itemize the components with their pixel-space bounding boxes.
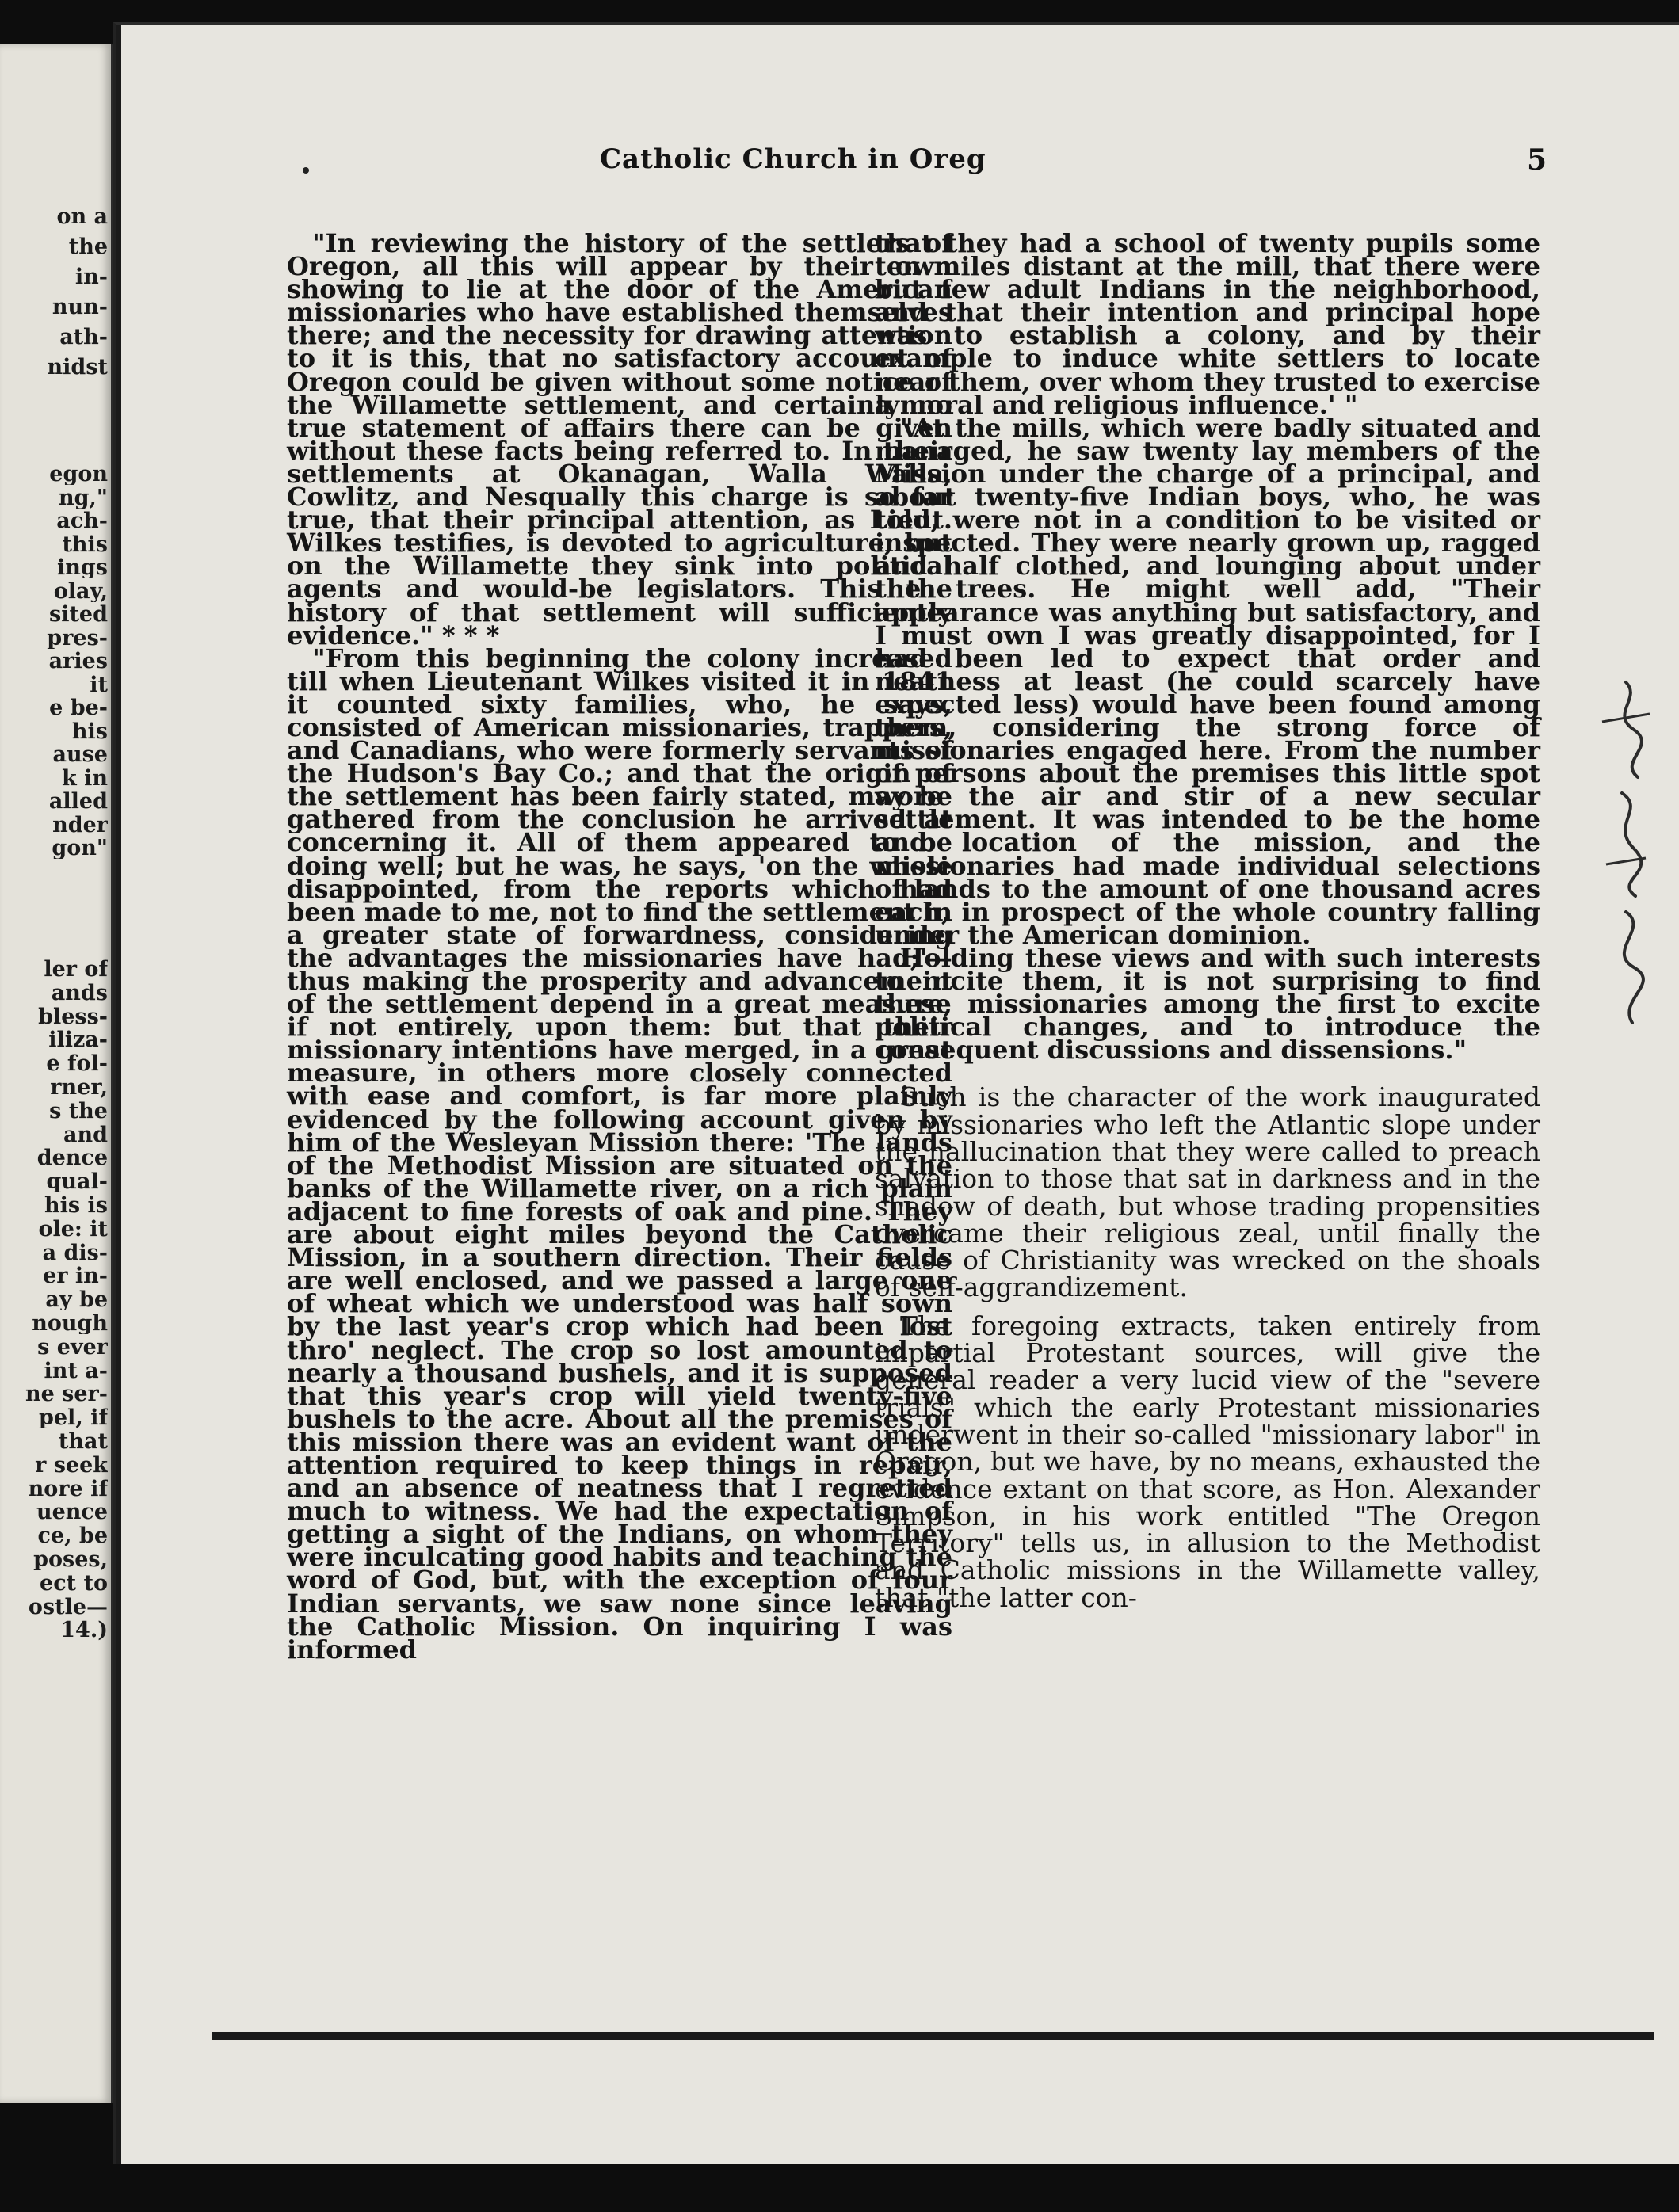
left-strip-fragment: s the xyxy=(49,1100,108,1122)
left-strip-fragment: rner, xyxy=(50,1077,108,1098)
left-strip-fragment: the xyxy=(68,236,108,257)
left-strip-fragment: e be- xyxy=(49,697,108,719)
left-strip-fragment: in- xyxy=(74,266,108,288)
left-strip-fragment: ings xyxy=(57,557,108,578)
left-strip-fragment: ay be xyxy=(45,1289,108,1311)
left-strip-fragment: ne ser- xyxy=(25,1383,108,1405)
left-strip-fragment: 14.) xyxy=(60,1619,108,1642)
left-strip-fragment: poses, xyxy=(33,1549,108,1570)
paragraph: that they had a school of twenty pupils some ten miles distant at the mill, that there were but few adult Indians in the neighborhood, and that their intention and principal hope was to establish a colony, and by their example to induce white settlers to locate near them, over whom they trusted to exercise a moral and religious influence.' " xyxy=(875,228,1540,420)
left-strip-fragment: ach- xyxy=(56,510,108,532)
left-strip-fragment: sited xyxy=(49,604,108,625)
left-strip-fragment: ng," xyxy=(59,486,108,509)
page-number: 5 xyxy=(1527,143,1547,177)
left-strip-fragment: ce, be xyxy=(37,1525,108,1547)
left-strip-fragment: alled xyxy=(48,791,108,812)
paragraph: "At the mills, which were badly situated and managed, he saw twenty lay members of the Mission under the charge of a principal, and about twenty-five Indian boys, who, he was told, were not in a condition to be visited or inspected. They were nearly grown up, ragged and half clothed, and lounging about under the trees. He might well add, "Their appearance was anything but satisfactory, and I must own I was greatly disappointed, for I had been led to expect that order and neatness at least (he could scarcely have expected less) would have been found among them, considering the strong force of missionaries engaged here. From the number of persons about the premises this little spot wore the air and stir of a new secular settlement. It was intended to be the home and location of the mission, and the missionaries had made individual selections of lands to the amount of one thousand acres each, in prospect of the whole country falling under the American dominion. xyxy=(875,412,1540,950)
left-strip-fragment: ause xyxy=(52,744,108,765)
header-dot xyxy=(303,167,309,174)
paragraph: "From this beginning the colony increased till when Lieutenant Wilkes visited it in 1841 it counted sixty families, who, he says, consisted of American missionaries, trappers, and Canadians, who were formerly servants of the Hudson's Bay Co.; and that the origin of the settlement has been fairly stated, may be gathered from the conclusion he arrived at concerning it. All of them appeared to be doing well; but he was, he says, 'on the whole disappointed, from the reports which had been made to me, not to find the settlement in a greater state of forwardness, considering the advantages the missionaries have had;'—thus making the prosperity and advancement of the settlement depend in a great measure, if not entirely, upon them: but that their missionary intentions have merged, in a great measure, in others more closely connected with ease and comfort, is far more plainly evidenced by the following account given by him of the Wesleyan Mission there: 'The lands of the Methodist Mission are situated on the banks of the Willamette river, on a rich plain adjacent to fine forests of oak and pine. They are about eight miles beyond the Catholic Mission, in a southern direction. Their fields are well enclosed, and we passed a large one of wheat which we understood was half sown by the last year's crop which had been lost thro' neglect. The crop so lost amounted to nearly a thousand bushels, and it is supposed that this year's crop will yield twenty-five bushels to the acre. About all the premises of this mission there was an evident want of the attention required to keep things in repair, and an absence of neatness that I regretted much to witness. We had the expectation of getting a sight of the Indians, on whom they were inculcating good habits and teaching the word of God, but, with the exception of four Indian servants, we saw none since leaving the Catholic Mission. On inquiring I was informed xyxy=(287,643,952,1665)
left-strip-fragment: nun- xyxy=(52,296,108,318)
left-strip-fragment: pres- xyxy=(47,627,108,649)
left-strip-fragment: that xyxy=(58,1431,108,1452)
left-strip-fragment: ect to xyxy=(40,1572,108,1594)
paragraph: Holding these views and with such interests to incite them, it is not surprising to find these missionaries among the first to excite political changes, and to introduce the consequent discussions and dissensions." xyxy=(875,942,1540,1066)
left-strip-fragment: his xyxy=(71,720,108,742)
left-strip-fragment: qual- xyxy=(46,1171,108,1193)
left-strip-fragment: uence xyxy=(36,1501,108,1524)
left-strip-fragment: and xyxy=(63,1123,108,1146)
left-column xyxy=(287,228,952,1665)
left-strip-fragment: r seek xyxy=(35,1454,108,1476)
left-strip-fragment: ler of xyxy=(44,959,108,980)
left-strip-fragment: pel, if xyxy=(39,1407,108,1429)
left-strip-fragment: ostle— xyxy=(28,1596,108,1618)
previous-page-strip xyxy=(0,44,114,2103)
left-strip-fragment: ole: it xyxy=(38,1218,108,1240)
left-strip-fragment: e fol- xyxy=(46,1053,108,1075)
left-strip-fragment: olay, xyxy=(53,580,108,602)
running-head: Catholic Church in Oreg xyxy=(600,143,986,175)
left-strip-fragment: bless- xyxy=(38,1005,108,1028)
left-strip-fragment: this xyxy=(62,533,108,555)
left-strip-fragment: ands xyxy=(51,982,108,1004)
left-strip-fragment: on a xyxy=(56,206,108,227)
left-strip-fragment: k in xyxy=(62,767,108,789)
left-strip-fragment: nder xyxy=(52,814,108,836)
left-strip-fragment: int a- xyxy=(44,1360,108,1382)
right-column xyxy=(875,228,1540,1613)
left-strip-fragment: dence xyxy=(36,1147,108,1169)
paragraph: Such is the character of the work inaugurated by missionaries who left the Atlantic slope under the hallucination that they were called to preach salvation to those that sat in darkness and in the shadow of death, but whose trading propensities overcame their religious zeal, until finally the cause of Christianity was wrecked on the shoals of self-aggrandizement. xyxy=(875,1081,1540,1303)
left-strip-fragment: aries xyxy=(48,650,108,672)
paragraph: The foregoing extracts, taken entirely from impartial Protestant sources, will give the general reader a very lucid view of the "severe trials" which the early Protestant missionaries underwent in their so-called "missionary labor" in Oregon, but we have, by no means, exhausted the evidence extant on that score, as Hon. Alexander Simpson, in his work entitled "The Oregon Territory" tells us, in allusion to the Methodist and Catholic missions in the Willamette valley, that "the latter con- xyxy=(875,1310,1540,1613)
left-strip-fragment: gon" xyxy=(52,837,108,859)
left-strip-fragment: s ever xyxy=(37,1336,108,1358)
handwritten-margin-note xyxy=(1578,674,1673,1039)
page-frame-left xyxy=(116,25,121,2164)
left-strip-fragment: iliza- xyxy=(48,1029,108,1051)
document-page xyxy=(113,22,1679,2164)
paragraph: "In reviewing the history of the settlers of Oregon, all this will appear by their own showing to lie at the door of the American missionaries who have established themselves there; and the necessity for drawing attention to it is this, that no satisfactory account of Oregon could be given without some notice of the Willamette settlement, and certainly no true statement of affairs there can be given without these facts being referred to. In their settlements at Okanagan, Walla Walla, Cowlitz, and Nesqually this charge is so far true, that their principal attention, as Lieut. Wilkes testifies, is devoted to agriculture, but on the Willamette they sink into political agents and would-be legislators. This the history of that settlement will sufficiently evidence." * * * xyxy=(287,228,952,650)
left-strip-fragment: a dis- xyxy=(42,1241,108,1264)
left-strip-fragment: nidst xyxy=(47,357,108,378)
left-strip-fragment: egon xyxy=(49,463,108,485)
left-strip-fragment: nough xyxy=(32,1313,108,1334)
left-strip-fragment: it xyxy=(90,673,108,696)
left-strip-fragment: ath- xyxy=(59,326,108,348)
left-strip-fragment: er in- xyxy=(43,1265,108,1287)
left-strip-fragment: nore if xyxy=(28,1478,108,1500)
left-strip-fragment: his is xyxy=(44,1195,108,1216)
page-frame-bottom xyxy=(212,2032,1654,2040)
